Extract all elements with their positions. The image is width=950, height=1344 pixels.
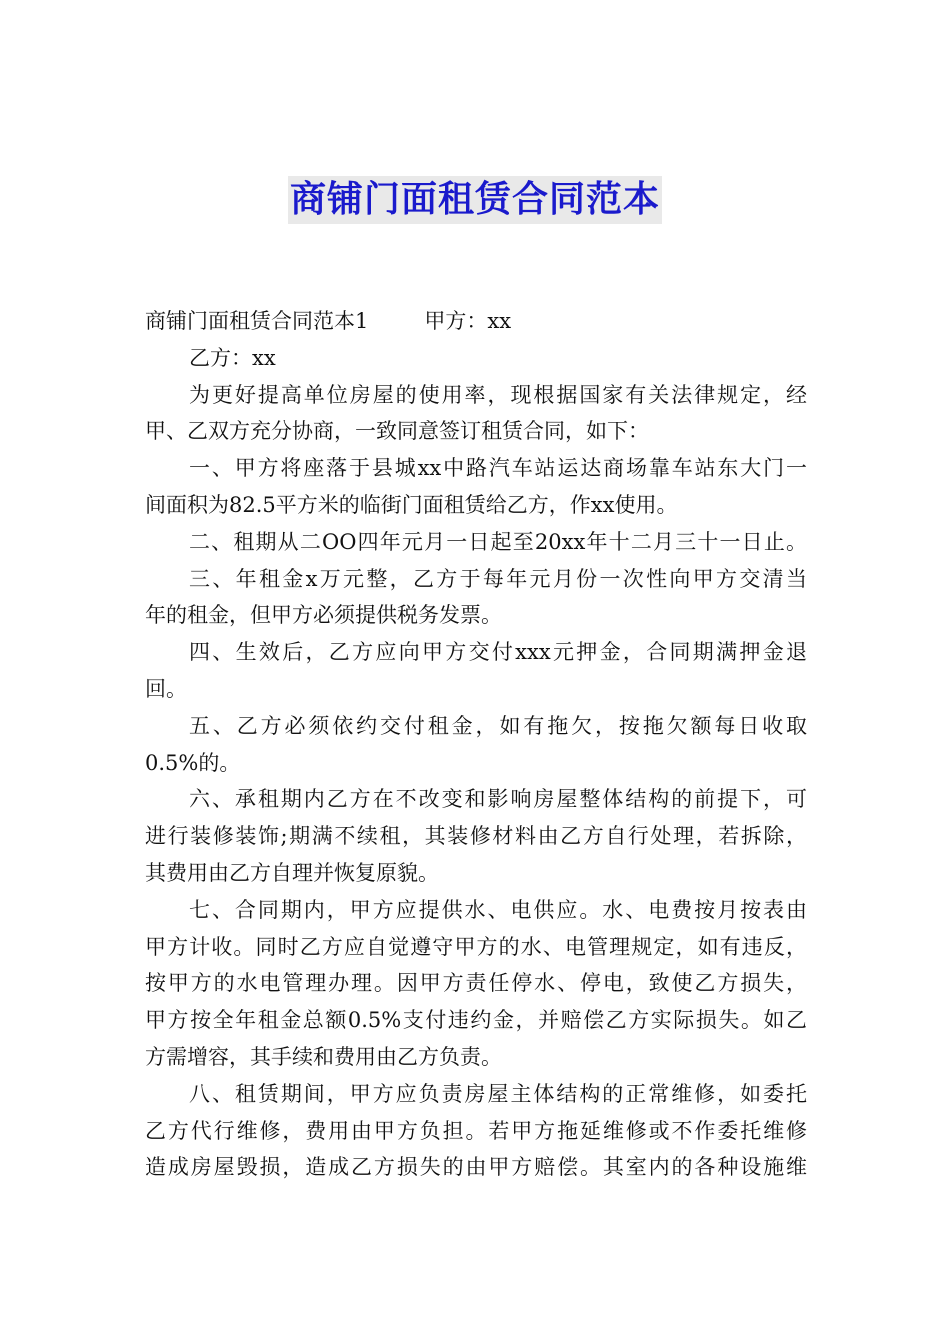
paragraph-line: 五、乙方必须依约交付租金，如有拖欠，按拖欠额每日收取 [189, 713, 807, 738]
paragraph-line: 为更好提高单位房屋的使用率，现根据国家有关法律规定，经 [189, 382, 807, 407]
party-a: 甲方：xx [424, 309, 512, 333]
paragraph-line: 甲、乙双方充分协商，一致同意签订租赁合同，如下： [145, 419, 649, 444]
contract-body [145, 303, 807, 1186]
contract-subtitle: 商铺门面租赁合同范本1 [145, 309, 369, 333]
paragraph-line: 甲方按全年租金总额0.5%支付违约金，并赔偿乙方实际损失。如乙 [145, 1008, 807, 1033]
paragraph-line: 进行装修装饰;期满不续租，其装修材料由乙方自行处理，若拆除， [145, 824, 807, 849]
paragraph-line: 回。 [145, 676, 187, 701]
paragraph-line: 其费用由乙方自理并恢复原貌。 [145, 860, 439, 885]
paragraph-line: 一、甲方将座落于县城xx中路汽车站运达商场靠车站东大门一 [189, 456, 807, 481]
paragraph-line: 二、租期从二OO四年元月一日起至20xx年十二月三十一日止。 [189, 529, 807, 554]
paragraph-line: 三、年租金x万元整，乙方于每年元月份一次性向甲方交清当 [189, 566, 807, 591]
paragraph-line: 方需增容，其手续和费用由乙方负责。 [145, 1044, 502, 1069]
paragraph-line: 四、生效后，乙方应向甲方交付xxx元押金，合同期满押金退 [189, 640, 807, 665]
heading-line [145, 303, 807, 340]
paragraph-line: 年的租金，但甲方必须提供税务发票。 [145, 603, 502, 628]
paragraph-line: 按甲方的水电管理办理。因甲方责任停水、停电，致使乙方损失， [145, 971, 807, 996]
paragraph-line: 造成房屋毁损，造成乙方损失的由甲方赔偿。其室内的各种设施维 [145, 1155, 807, 1180]
title-container [0, 176, 950, 224]
paragraph-line: 0.5%的。 [145, 750, 241, 775]
paragraph-line: 六、承租期内乙方在不改变和影响房屋整体结构的前提下，可 [189, 787, 807, 812]
party-b: 乙方：xx [189, 345, 276, 370]
paragraph-line: 乙方代行维修，费用由甲方负担。若甲方拖延维修或不作委托维修 [145, 1118, 807, 1143]
paragraph-line: 七、合同期内，甲方应提供水、电供应。水、电费按月按表由 [189, 897, 807, 922]
paragraph-line: 甲方计收。同时乙方应自觉遵守甲方的水、电管理规定，如有违反， [145, 934, 807, 959]
document-title: 商铺门面租赁合同范本 [288, 176, 662, 224]
paragraph-line: 间面积为82.5平方米的临街门面租赁给乙方，作xx使用。 [145, 492, 678, 517]
paragraph-line: 八、租赁期间，甲方应负责房屋主体结构的正常维修，如委托 [189, 1081, 807, 1106]
